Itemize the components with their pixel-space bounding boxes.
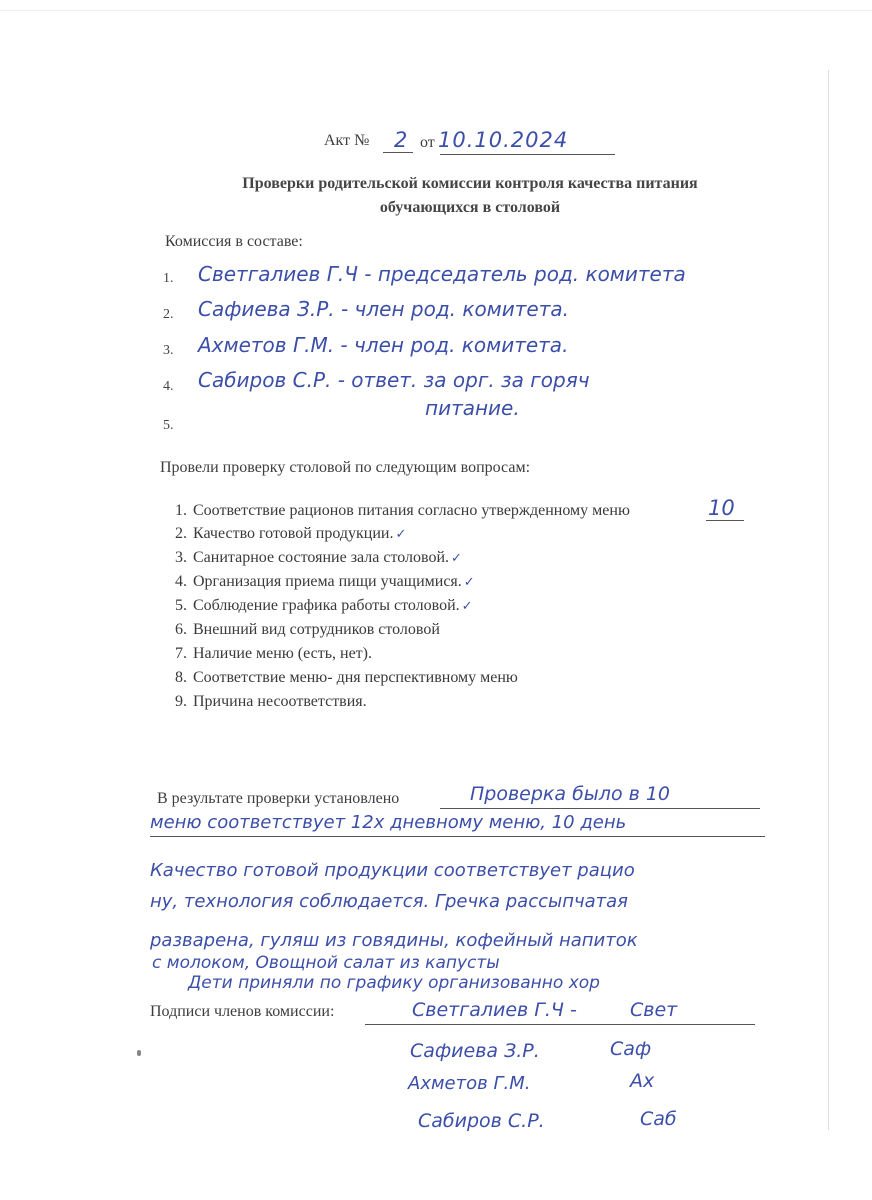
question-number: 6. bbox=[175, 621, 187, 638]
signatures-label: Подписи членов комиссии: bbox=[150, 1003, 335, 1020]
check-mark-icon: ✓ bbox=[395, 527, 407, 542]
commission-label: Комиссия в составе: bbox=[165, 233, 303, 250]
heading-line-2: обучающихся в столовой bbox=[379, 199, 561, 216]
question-text: Причина несоответствия. bbox=[193, 693, 367, 710]
question-item bbox=[165, 621, 440, 639]
question-item bbox=[165, 645, 372, 663]
heading-line-1: Проверки родительской комиссии контроля качества питания bbox=[242, 175, 698, 192]
from-label: от bbox=[420, 134, 435, 151]
question-item bbox=[165, 693, 367, 711]
check-mark-icon: ✓ bbox=[461, 599, 473, 614]
member-number: 5. bbox=[163, 418, 174, 433]
act-number: 2 bbox=[394, 128, 408, 152]
member-entry: Сабиров С.Р. - ответ. за орг. за горяч bbox=[198, 368, 590, 392]
member-number: 3. bbox=[163, 343, 174, 358]
check-mark-icon: ✓ bbox=[463, 575, 475, 590]
result-line: с молоком, Овощной салат из капусты bbox=[152, 953, 500, 973]
question-number: 5. bbox=[175, 597, 187, 614]
result-line: Дети приняли по графику организованно хор bbox=[188, 973, 600, 993]
act-label: Акт № bbox=[324, 132, 370, 149]
result-line: разварена, гуляш из говядины, кофейный напиток bbox=[150, 930, 638, 951]
signature-name: Ахметов Г.М. bbox=[408, 1073, 531, 1094]
signature-name: Светгалиев Г.Ч - bbox=[412, 999, 577, 1021]
question-number: 7. bbox=[175, 645, 187, 662]
question-text: Качество готовой продукции. bbox=[193, 525, 394, 542]
result-line: меню соответствует 12х дневному меню, 10 день bbox=[150, 812, 627, 833]
result-line: ну, технология соблюдается. Гречка рассыпчатая bbox=[150, 891, 628, 912]
signature-mark: Ах bbox=[630, 1070, 655, 1092]
scan-speck bbox=[137, 1050, 141, 1056]
member-entry: Светгалиев Г.Ч - председатель род. комитета bbox=[198, 262, 686, 286]
scan-edge-right bbox=[828, 70, 829, 1130]
result-underline bbox=[440, 808, 760, 809]
question-note-underline bbox=[706, 520, 744, 521]
questions-label: Провели проверку столовой по следующим вопросам: bbox=[160, 459, 531, 476]
question-number: 4. bbox=[175, 573, 187, 590]
question-item bbox=[165, 525, 406, 543]
question-text: Наличие меню (есть, нет). bbox=[193, 645, 372, 662]
signature-name: Сабиров С.Р. bbox=[418, 1110, 545, 1132]
question-text: Организация приема пищи учащимися. bbox=[193, 573, 462, 590]
member-number: 4. bbox=[163, 379, 174, 394]
check-mark-icon: ✓ bbox=[451, 551, 462, 566]
act-number-underline bbox=[383, 152, 413, 153]
question-item bbox=[165, 573, 475, 591]
result-underline bbox=[150, 836, 765, 837]
member-entry: Сафиева З.Р. - член род. комитета. bbox=[198, 297, 569, 321]
result-line: Проверка было в 10 bbox=[470, 783, 671, 805]
question-number: 9. bbox=[175, 693, 187, 710]
question-text: Соблюдение графика работы столовой. bbox=[193, 597, 460, 614]
question-number: 3. bbox=[175, 549, 187, 566]
question-text: Внешний вид сотрудников столовой bbox=[193, 621, 440, 638]
member-entry: питание. bbox=[425, 396, 520, 420]
act-title bbox=[324, 132, 369, 150]
question-item bbox=[165, 549, 462, 567]
member-entry: Ахметов Г.М. - член род. комитета. bbox=[198, 333, 569, 357]
question-item bbox=[165, 669, 518, 687]
question-text: Соответствие меню- дня перспективному меню bbox=[193, 669, 518, 686]
signature-mark: Свет bbox=[630, 999, 678, 1021]
question-number: 1. bbox=[175, 502, 187, 519]
result-label: В результате проверки установлено bbox=[157, 790, 400, 807]
member-number: 2. bbox=[163, 307, 174, 322]
question-item bbox=[165, 597, 473, 615]
signature-name: Сафиева З.Р. bbox=[410, 1040, 540, 1062]
act-date: 10.10.2024 bbox=[438, 128, 569, 152]
question-number: 2. bbox=[175, 525, 187, 542]
signature-underline bbox=[365, 1024, 755, 1025]
question-text: Соответствие рационов питания согласно утвержденному меню bbox=[193, 502, 630, 519]
signature-mark: Саф bbox=[610, 1038, 652, 1060]
question-note: 10 bbox=[708, 496, 735, 520]
scan-edge-top bbox=[0, 10, 872, 11]
question-item bbox=[165, 502, 630, 520]
result-line: Качество готовой продукции соответствует рацио bbox=[150, 860, 635, 881]
act-date-underline bbox=[440, 154, 615, 155]
member-number: 1. bbox=[163, 271, 174, 286]
question-text: Санитарное состояние зала столовой. bbox=[193, 549, 450, 566]
signature-mark: Саб bbox=[640, 1108, 677, 1130]
question-number: 8. bbox=[175, 669, 187, 686]
